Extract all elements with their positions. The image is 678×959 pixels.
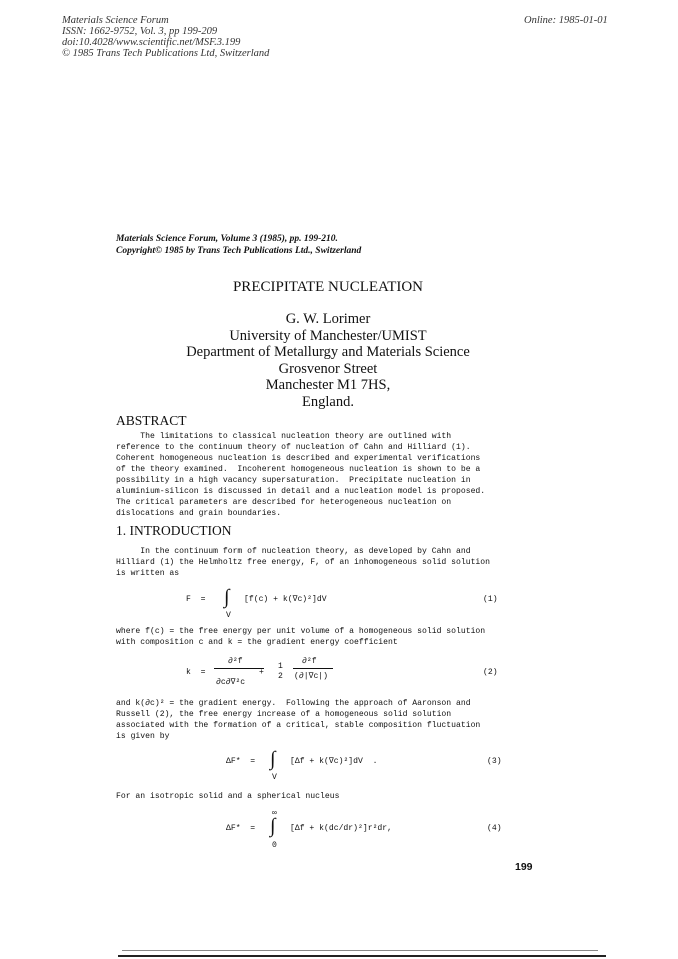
header-issn: ISSN: 1662-9752, Vol. 3, pp 199-209	[62, 26, 218, 37]
intro-paragraph-3	[116, 698, 480, 742]
abstract-line: aluminium-silicon is discussed in detail and a nucleation model is proposed.	[116, 487, 486, 496]
eq3-lhs: ΔF* =	[226, 757, 256, 766]
eq4-lhs: ΔF* =	[226, 824, 256, 833]
paper-title: PRECIPITATE NUCLEATION	[232, 279, 424, 295]
intro-line: In the continuum form of nucleation theory, as developed by Cahn and	[116, 547, 471, 556]
eq1-lhs: F =	[186, 595, 206, 604]
eq2-numerator-2: ∂²f	[302, 657, 317, 666]
eq4-number: (4)	[487, 824, 502, 833]
author-affiliation-1: University of Manchester/UMIST	[229, 327, 427, 344]
author-name: G. W. Lorimer	[285, 311, 371, 327]
abstract-line: possibility in a high vacancy supersaturation. Precipitate nucleation in	[116, 476, 471, 485]
header-copyright: © 1985 Trans Tech Publications Ltd, Switzerland	[62, 48, 270, 59]
eq3-integral: ∫	[270, 748, 276, 770]
abstract-line: The critical parameters are described for heterogeneous nucleation on	[116, 498, 452, 507]
abstract-heading: ABSTRACT	[116, 413, 187, 428]
abstract-line: reference to the continuum theory of nucleation of Cahn and Hilliard (1).	[116, 443, 471, 452]
abstract-line: dislocations and grain boundaries.	[116, 509, 282, 518]
abstract-body	[116, 431, 485, 519]
eq2-half-numerator: 1	[278, 662, 283, 671]
eq2-numerator-1: ∂²f	[228, 657, 243, 666]
intro-line: is given by	[116, 732, 170, 741]
intro-line: where f(c) = the free energy per unit volume of a homogeneous solid solution	[116, 627, 486, 636]
citation-line-1: Materials Science Forum, Volume 3 (1985), pp. 199-210.	[116, 234, 338, 244]
intro-line: and k(∂c)² = the gradient energy. Following the approach of Aaronson and	[116, 699, 471, 708]
eq3-lower-limit: V	[272, 773, 277, 782]
eq2-fraction-bar-1	[214, 668, 264, 669]
eq2-plus: +	[259, 668, 264, 677]
author-block	[0, 311, 656, 410]
page-number: 199	[515, 861, 533, 873]
header-doi: doi:10.4028/www.scientific.net/MSF.3.199	[62, 37, 241, 48]
eq2-half-denominator: 2	[278, 672, 283, 681]
author-affiliation-2: Department of Metallurgy and Materials Science	[186, 344, 470, 360]
header-journal: Materials Science Forum	[62, 15, 169, 26]
intro-heading: 1. INTRODUCTION	[116, 523, 232, 538]
intro-line: Hilliard (1) the Helmholtz free energy, F, of an inhomogeneous solid solution	[116, 558, 490, 567]
eq2-denominator-1: ∂c∂∇²c	[216, 678, 246, 687]
intro-line: Russell (2), the free energy increase of a homogeneous solid solution	[116, 710, 452, 719]
eq4-integral: ∫	[270, 815, 276, 837]
author-country: England.	[302, 393, 354, 410]
eq3-number: (3)	[487, 757, 502, 766]
eq1-body: [f(c) + k(∇c)²]dV	[244, 595, 327, 604]
eq2-lhs: k =	[186, 668, 206, 677]
intro-paragraph-1	[116, 546, 490, 579]
abstract-line: Coherent homogeneous nucleation is described and experimental verifications	[116, 454, 481, 463]
bottom-rule	[118, 955, 606, 957]
intro-line: with composition c and k = the gradient energy coefficient	[116, 638, 398, 647]
eq4-lower-limit: 0	[272, 841, 277, 850]
author-city: Manchester M1 7HS,	[265, 377, 391, 393]
intro-line: associated with the formation of a critical, stable composition fluctuation	[116, 721, 481, 730]
intro-paragraph-2	[116, 626, 485, 648]
eq1-integral: ∫	[224, 586, 230, 608]
eq2-denominator-2: (∂|∇c|)	[294, 672, 329, 681]
intro-line: is written as	[116, 569, 180, 578]
bottom-rule-thin	[122, 950, 598, 951]
author-street: Grosvenor Street	[278, 360, 378, 377]
eq1-lower-limit: V	[226, 611, 231, 620]
eq3-body: [Δf + k(∇c)²]dV .	[290, 757, 378, 766]
abstract-line: of the theory examined. Incoherent homogeneous nucleation is shown to be a	[116, 465, 481, 474]
eq4-body: [Δf + k(dc/dr)²]r²dr,	[290, 824, 392, 833]
citation-line-2: Copyright© 1985 by Trans Tech Publications Ltd., Switzerland	[116, 246, 362, 256]
abstract-line: The limitations to classical nucleation theory are outlined with	[116, 432, 452, 441]
eq1-number: (1)	[483, 595, 498, 604]
eq2-number: (2)	[483, 668, 498, 677]
eq4-upper-limit: ∞	[272, 809, 277, 818]
intro-paragraph-4: For an isotropic solid and a spherical nucleus	[116, 792, 340, 801]
header-online-date: Online: 1985-01-01	[524, 15, 608, 26]
eq2-fraction-bar-2	[293, 668, 333, 669]
